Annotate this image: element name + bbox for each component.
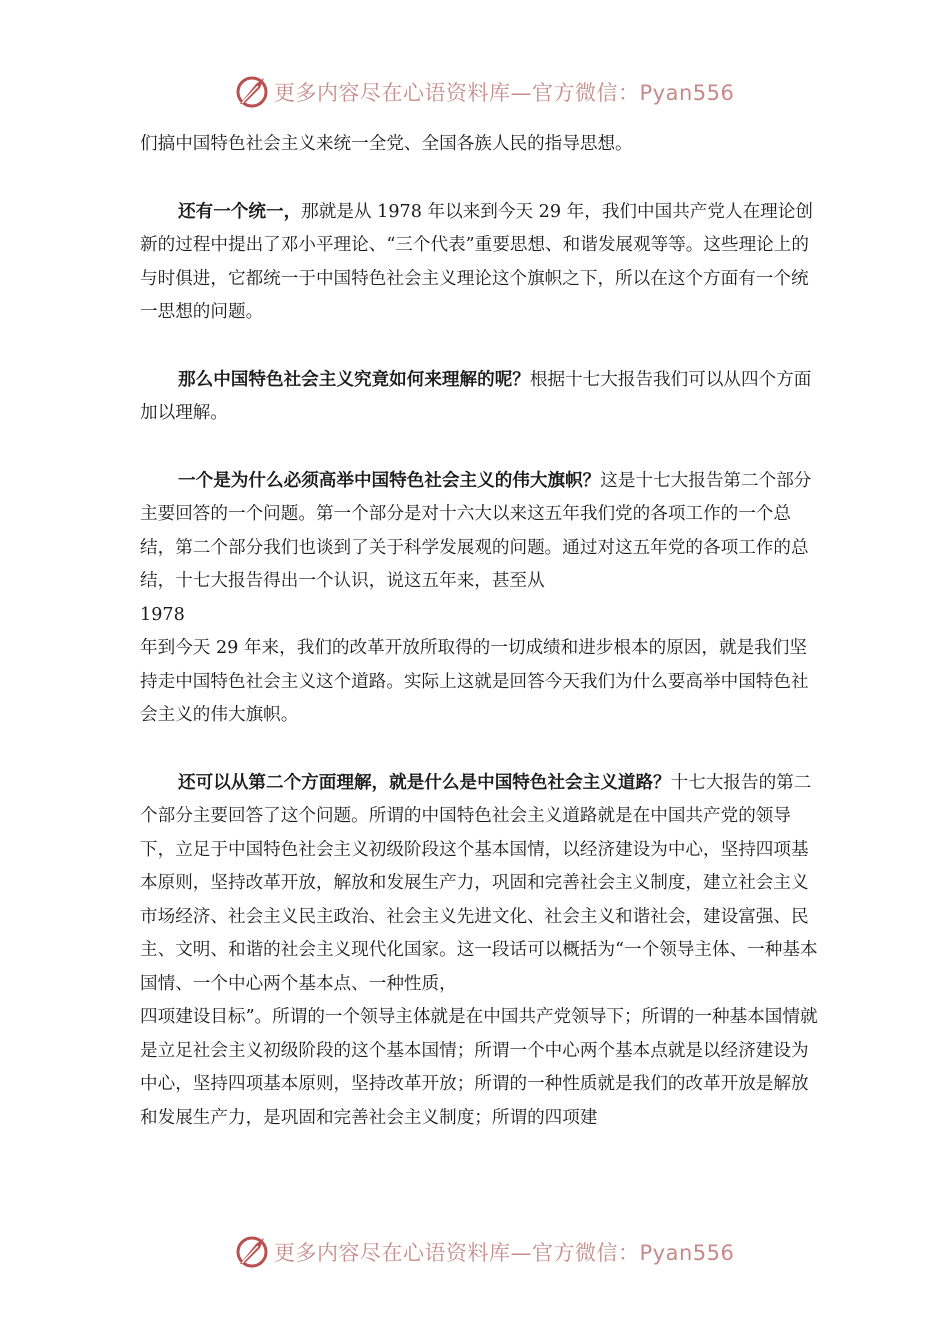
- paragraph-0-text: 们搞中国特色社会主义来统一全党、全国各族人民的指导思想。: [140, 134, 633, 154]
- paragraph-2-lead: 那么中国特色社会主义究竟如何来理解的呢？: [178, 368, 530, 390]
- paragraph-4: [140, 766, 820, 1002]
- header-banner-text: 更多内容尽在心语资料库—官方微信：Pyan556: [274, 81, 735, 105]
- paragraph-3-lead: 一个是为什么必须高举中国特色社会主义的伟大旗帜？: [178, 469, 601, 491]
- paragraph-4-text: 十七大报告的第二个部分主要回答了这个问题。所谓的中国特色社会主义道路就是在中国共产党的领导下，立足于中国特色社会主义初级阶段这个基本国情，以经济建设为中心，坚持四项基本原则，坚持改革开放，解放和发展生产力，巩固和完善社会主义制度，建立社会主义市场经济、社会主义民主政治、社会主义先进文化、社会主义和谐社会，建设富强、民主、文明、和谐的社会主义现代化国家。这一段话可以概括为“一个领导主体、一种基本国情、一个中心两个基本点、一种性质，: [140, 772, 818, 994]
- paragraph-2: [140, 363, 820, 431]
- paragraph-3-continued: 年到今天 29 年来，我们的改革开放所取得的一切成绩和进步根本的原因，就是我们坚持走中国特色社会主义这个道路。实际上这就是回答今天我们为什么要高举中国特色社会主义的伟大旗帜。: [140, 638, 809, 725]
- header-banner: [234, 72, 734, 112]
- paragraph-1: [140, 195, 820, 330]
- paragraph-4-lead: 还可以从第二个方面理解，就是什么是中国特色社会主义道路？: [178, 771, 671, 793]
- paragraph-1-text: 那就是从 1978 年以来到今天 29 年，我们中国共产党人在理论创新的过程中提出了邓小平理论、“三个代表”重要思想、和谐发展观等等。这些理论上的与时俱进，它都统一于中国特色社会主义理论这个旗帜之下，所以在这个方面有一个统一思想的问题。: [140, 201, 813, 322]
- paragraph-2-text: 根据十七大报告我们可以从四个方面加以理解。: [140, 369, 812, 423]
- paragraph-3: [140, 464, 820, 599]
- footer-banner-text: 更多内容尽在心语资料库—官方微信：Pyan556: [274, 1241, 735, 1265]
- paragraph-0: [140, 128, 820, 162]
- footer-banner: [234, 1232, 734, 1272]
- quill-logo-icon: [234, 74, 270, 110]
- quill-logo-icon: [234, 1234, 270, 1270]
- paragraph-4-continued: 四项建设目标”。所谓的一个领导主体就是在中国共产党领导下；所谓的一种基本国情就是立足社会主义初级阶段的这个基本国情；所谓一个中心两个基本点就是以经济建设为中心，坚持四项基本原则，坚持改革开放；所谓的一种性质就是我们的改革开放是解放和发展生产力，是巩固和完善社会主义制度；所谓的四项建: [140, 1007, 818, 1128]
- paragraph-1-lead: 还有一个统一，: [178, 200, 302, 222]
- paragraph-3-year: 1978: [140, 604, 185, 625]
- document-body: [140, 128, 820, 1135]
- paragraph-3-text: 这是十七大报告第二个部分主要回答的一个问题。第一个部分是对十六大以来这五年我们党的各项工作的一个总结，第二个部分我们也谈到了关于科学发展观的问题。通过对这五年党的各项工作的总结，十七大报告得出一个认识，说这五年来，甚至从: [140, 470, 812, 591]
